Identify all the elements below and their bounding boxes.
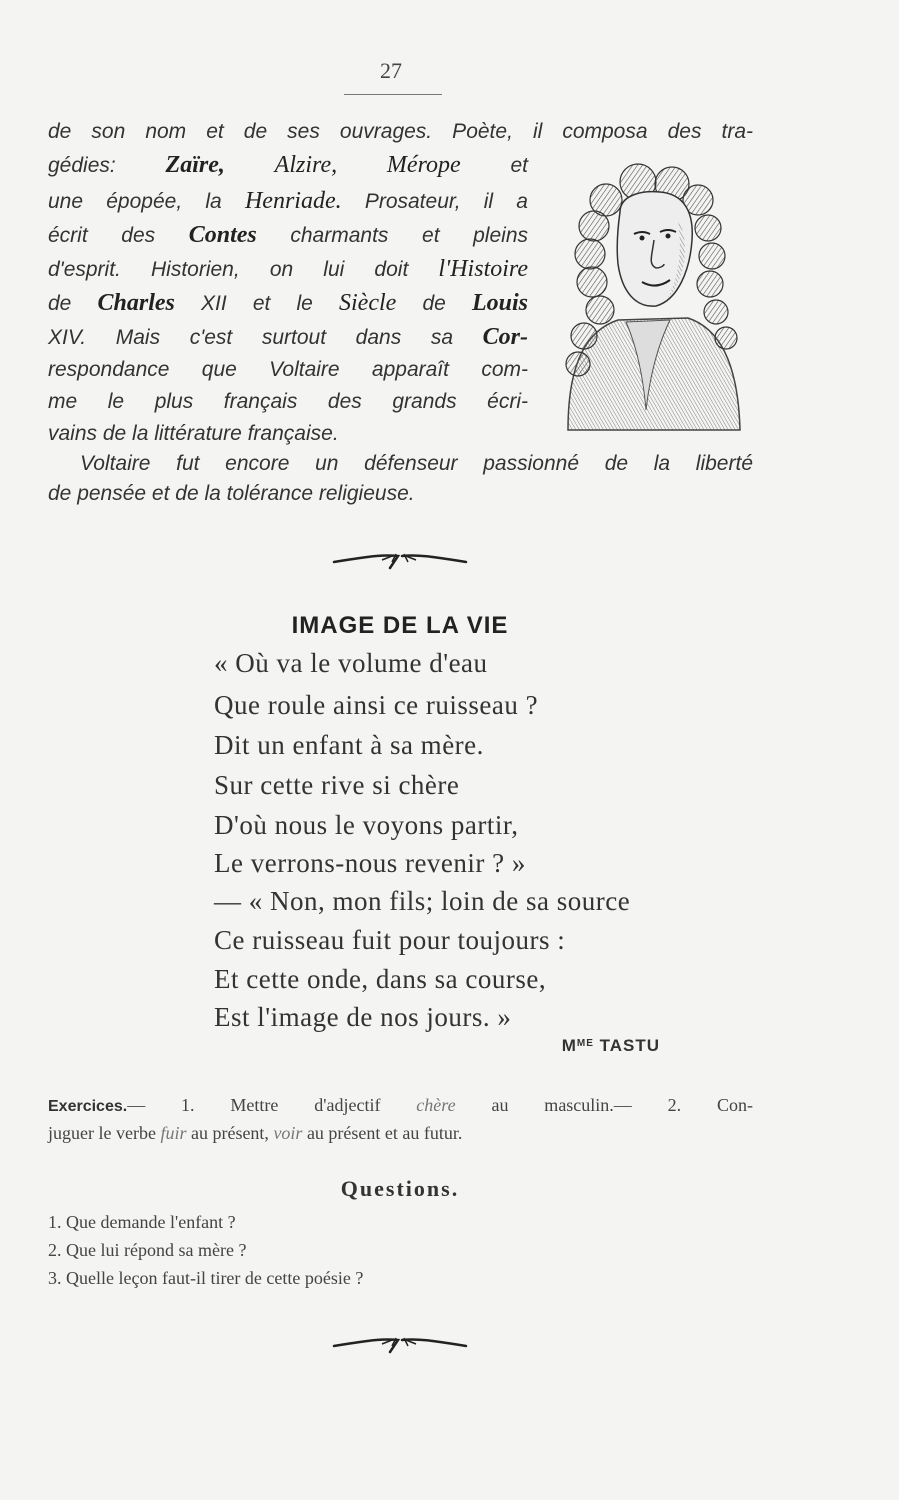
poem-line-5: D'où nous le voyons partir, [214,810,519,840]
voltaire-portrait-engraving [548,160,748,440]
bio-line-1: de son nom et de ses ouvrages. Poète, il composa des tra- [48,120,753,143]
work-title-correspondance: Cor- [482,324,528,350]
exercises-line-1 [48,1095,753,1116]
question-item-3: 3. Quelle leçon faut-il tirer de cette poésie ? [48,1268,364,1288]
bio-text: d'esprit. Historien, on lui doit [48,258,409,281]
bio-text: XIV. Mais c'est surtout dans sa [48,326,454,349]
exercise-word-voir: voir [273,1123,303,1143]
work-title-charles: Charles [97,290,175,316]
poem-author [520,1036,660,1056]
poem-line-7: — « Non, mon fils; loin de sa source [214,886,631,916]
exercise-text: — 1. Mettre d'adjectif [127,1095,381,1115]
bio-line-11: Voltaire fut encore un défenseur passionné de la liberté [80,452,753,475]
bio-text: Prosateur, il a [364,190,528,213]
bio-text: écrit des [48,224,156,247]
bio-text: XII et le [201,292,313,315]
ornament-divider-1 [330,548,470,572]
poem-line-8: Ce ruisseau fuit pour toujours : [214,925,566,955]
poem-line-2: Que roule ainsi ce ruisseau ? [214,690,539,720]
exercise-word-chere: chère [416,1095,456,1115]
page-number: 27 [380,58,402,83]
exercise-text: au présent et au futur. [306,1123,463,1143]
poem-title: IMAGE DE LA VIE [291,612,509,639]
exercise-word-fuir: fuir [160,1123,187,1143]
poem-line-4: Sur cette rive si chère [214,770,460,800]
work-title-siecle: Siècle [339,290,397,316]
author-name: TASTU [599,1036,660,1055]
author-superscript: ME [576,1038,594,1049]
question-item-1: 1. Que demande l'enfant ? [48,1212,236,1232]
bio-line-9: me le plus français des grands écri- [48,390,528,413]
page-number-rule [344,94,442,95]
bio-line-4 [48,222,528,249]
bio-text: de [422,292,446,315]
bio-text: et [510,154,528,177]
exercise-text: au masculin.— 2. Con- [491,1095,754,1115]
bio-line-12: de pensée et de la tolérance religieuse. [48,482,415,505]
bio-text: gédies: [48,154,116,177]
poem-line-1: « Où va le volume d'eau [214,648,488,678]
work-title-merope: Mérope [386,152,461,178]
bio-line-8: respondance que Voltaire apparaît com- [48,358,528,381]
exercises-label: Exercices. [48,1098,128,1115]
bio-line-5 [48,256,528,283]
exercises-line-2 [48,1123,462,1144]
poem-line-10: Est l'image de nos jours. » [214,1002,512,1032]
bio-text: de [48,292,72,315]
work-title-contes: Contes [188,222,257,248]
work-title-alzire: Alzire, [274,152,338,178]
poem-line-9: Et cette onde, dans sa course, [214,964,547,994]
poem-line-6: Le verrons-nous revenir ? » [214,848,526,878]
bio-line-10: vains de la littérature française. [48,422,339,445]
work-title-zaire: Zaïre, [165,152,225,178]
bio-text: une épopée, la [48,190,222,213]
question-item-2: 2. Que lui répond sa mère ? [48,1240,247,1260]
work-title-louis: Louis [471,290,528,316]
work-title-henriade: Henriade. [244,188,342,214]
work-title-histoire: l'Histoire [438,256,528,282]
bio-line-6 [48,290,528,317]
bio-line-2 [48,152,528,179]
bio-line-3 [48,188,528,215]
author-prefix: M [561,1036,577,1055]
exercise-text: juguer le verbe [48,1123,156,1143]
exercise-text: au présent, [190,1123,269,1143]
bio-text: charmants et pleins [290,224,528,247]
poem-line-3: Dit un enfant à sa mère. [214,730,484,760]
questions-title: Questions. [340,1176,460,1201]
bio-line-7 [48,324,528,351]
ornament-divider-2 [330,1332,470,1356]
